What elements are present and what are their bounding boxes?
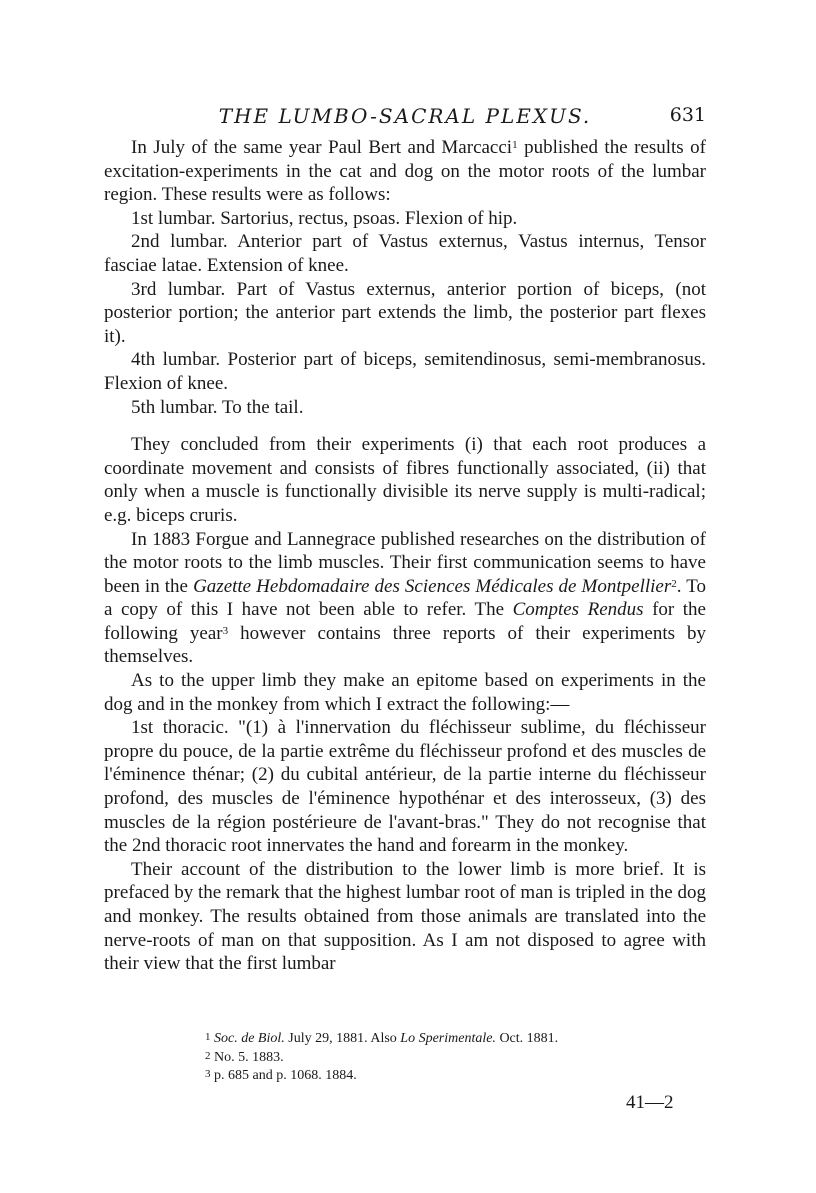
paragraph: 2nd lumbar. Anterior part of Vastus externus, Vastus internus, Tensor fasciae latae. Extension of knee. <box>104 231 706 276</box>
page-number: 631 <box>669 104 706 126</box>
paragraph: As to the upper limb they make an epitome based on experiments in the dog and in the monkey from which I extract the following:— <box>104 670 706 715</box>
footnote-ref: 1 <box>512 139 518 151</box>
paragraph: They concluded from their experiments (i) that each root produces a coordinate movement and consists of fibres functionally associated, (ii) that only when a muscle is functionally divisible its nerve supply is multi-radical; e.g. biceps cruris. <box>104 434 706 526</box>
paragraph: 3rd lumbar. Part of Vastus externus, anterior portion of biceps, (not posterior portion; the anterior part extends the limb, the posterior part flexes it). <box>104 278 706 347</box>
footnote-ref: 3 <box>222 624 229 637</box>
footnotes <box>205 1030 558 1086</box>
page <box>104 96 706 976</box>
paragraph: In July of the same year Paul Bert and Marcacci$^1$ published the results of excitation-experiments in the cat and dog on the motor roots of the lumbar region. These results were as follows: <box>104 137 706 206</box>
journal-title: Gazette Hebdomadaire des Sciences Médicales de Montpellier <box>193 575 672 597</box>
footnote: $^2$ No. 5. 1883. <box>205 1049 284 1065</box>
paragraph: Their account of the distribution to the lower limb is more brief. It is prefaced by the remark that the highest lumbar root of man is tripled in the dog and monkey. The results obtained from those animals are translated into the nerve-roots of man on that supposition. As I am not disposed to agree with their view that the first lumbar <box>104 858 706 975</box>
paragraph: 5th lumbar. To the tail. <box>131 396 304 418</box>
footnote: $^3$ p. 685 and p. 1068. 1884. <box>205 1068 357 1083</box>
footnote-ref: 2 <box>671 577 677 590</box>
paragraph: In 1883 Forgue and Lannegrace published researches on the distribution of the motor roots to the limb muscles. Their first communication seems to have been in the Gazette Hebdomadaire des Sciences Médicales de Montpellier$^2$. To a copy of this I have not been able to refer. The Comptes Rendus for the following year$^3$ however contains three reports of their experiments by themselves. <box>104 528 707 668</box>
running-title: THE LUMBO-SACRAL PLEXUS. <box>218 104 592 128</box>
body-text <box>104 136 706 976</box>
footnote: $^1$ Soc. de Biol. July 29, 1881. Also Lo Sperimentale. Oct. 1881. <box>205 1031 559 1046</box>
paragraph: 4th lumbar. Posterior part of biceps, semitendinosus, semi-membranosus. Flexion of knee. <box>104 349 706 394</box>
journal-title: Comptes Rendus <box>512 599 644 621</box>
paragraph: 1st lumbar. Sartorius, rectus, psoas. Flexion of hip. <box>131 207 518 229</box>
page-header <box>104 96 706 136</box>
signature-mark: 41—2 <box>626 1092 674 1113</box>
paragraph: 1st thoracic. "(1) à l'innervation du fléchisseur sublime, du fléchisseur propre du pouce, de la partie extrême du fléchisseur profond et des muscles de l'éminence thénar; (2) du cubital antérieur, de la partie interne du fléchisseur profond, des muscles de l'éminence hypothénar et des interosseux, (3) des muscles de la région postérieure de l'avant-bras." They do not recognise that the 2nd thoracic root innervates the hand and forearm in the monkey. <box>104 717 706 857</box>
